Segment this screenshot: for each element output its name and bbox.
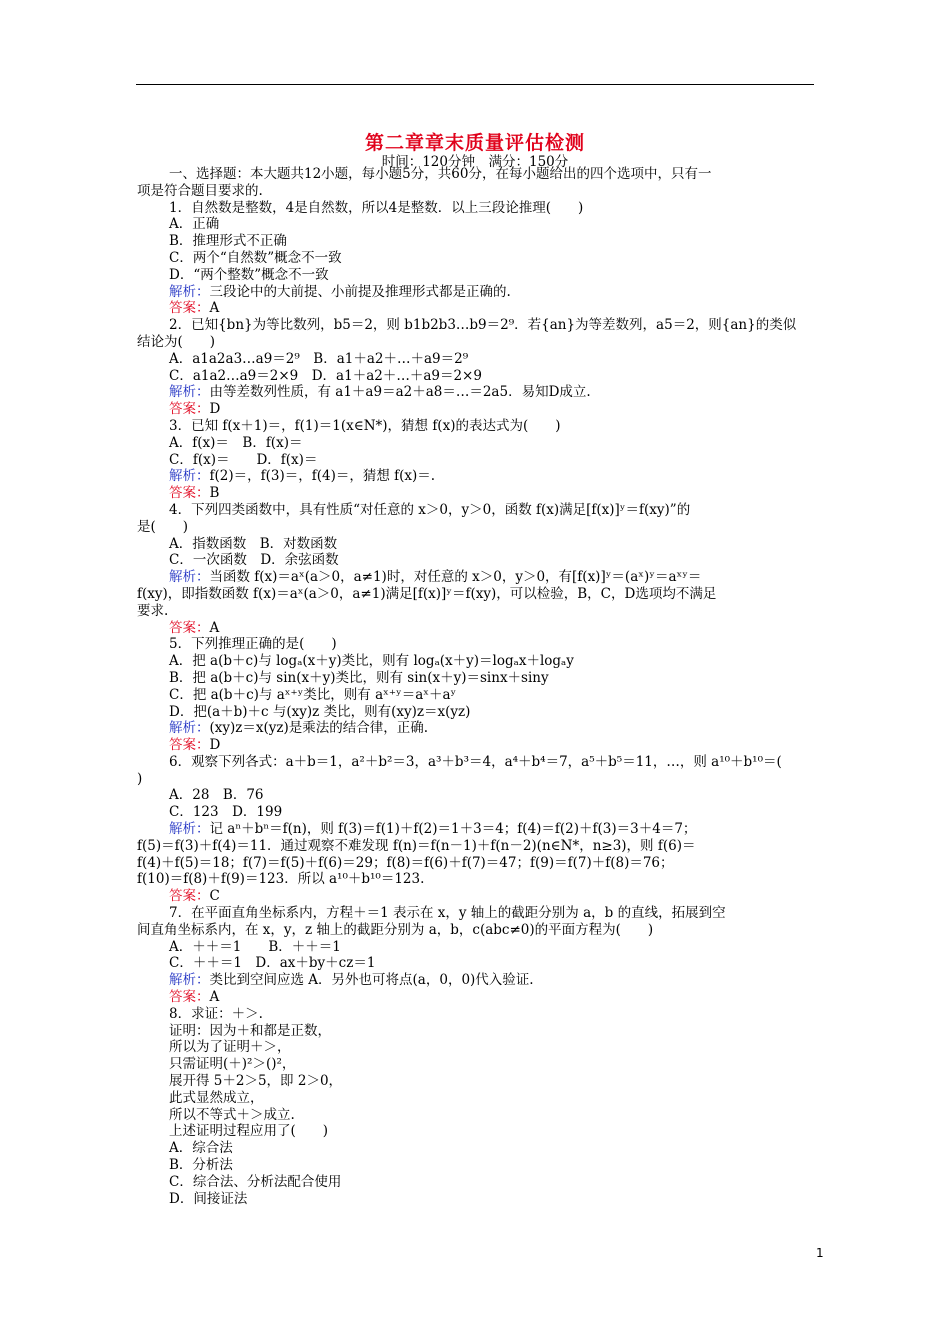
answer-label: 答案： [169,989,210,1006]
document-line [137,838,817,855]
line-text: A [209,619,220,636]
document-line [137,586,817,603]
line-text: 三段论中的大前提、小前提及推理形式都是正确的. [209,283,511,300]
line-text: 类比到空间应选 A．另外也可将点(a，0，0)代入验证. [209,972,534,989]
document-line [137,519,817,536]
line-text: C．a1a2…a9＝2×9 D．a1＋a2＋…＋a9＝2×9 [169,367,482,384]
page-title: 第二章章末质量评估检测 [364,132,585,154]
document-line [137,905,817,922]
line-text: 3．已知 f(x＋1)＝，f(1)＝1(x∈N*)，猜想 f(x)的表达式为( ) [169,417,561,434]
document-line [137,636,817,653]
page-number: 1 [816,1246,824,1260]
line-text: A．a1a2a3…a9＝2⁹ B．a1＋a2＋…＋a9＝2⁹ [169,350,469,367]
document-line [137,166,817,183]
document-line [137,1107,817,1124]
document-line [137,1123,817,1140]
line-text: B．分析法 [169,1157,233,1174]
answer-label: 答案： [169,737,210,754]
analysis-label: 解析： [169,821,210,838]
document-line [137,552,817,569]
line-text: C．123 D．199 [169,804,283,821]
line-text: C．一次函数 D．余弦函数 [169,552,339,569]
line-text: B．推理形式不正确 [169,233,287,250]
line-text: 所以不等式＋＞成立. [169,1106,295,1123]
document-line [137,485,817,502]
line-text: 由等差数列性质，有 a1＋a9＝a2＋a8＝…＝2a5．易知D成立. [209,384,591,401]
document-line [137,972,817,989]
document-line [137,754,817,771]
document-line [137,1090,817,1107]
line-text: A．f(x)＝ B．f(x)＝ [169,434,303,451]
line-text: D．间接证法 [169,1190,248,1207]
line-text: 项是符合题目要求的. [137,182,263,199]
line-text: f(5)＝f(3)＋f(4)＝11．通过观察不难发现 f(n)＝f(n－1)＋f(n－2)(n∈N*，n≥3)，则 f(6)＝ [137,837,696,854]
document-line [137,620,817,637]
document-line [137,989,817,1006]
header-rule [136,84,814,85]
document-line [137,502,817,519]
line-text: 间直角坐标系内，在 x，y，z 轴上的截距分别为 a，b，c(abc≠0)的平面方程为( ) [137,921,654,938]
analysis-label: 解析： [169,972,210,989]
document-line [137,1039,817,1056]
line-text: D [209,737,221,754]
line-text: 4．下列四类函数中，具有性质“对任意的 x＞0，y＞0，函数 f(x)满足[f(x)]ʸ＝f(xy)”的 [169,501,691,518]
document-line [137,737,817,754]
document-line [137,804,817,821]
document-line [137,401,817,418]
line-text: 1．自然数是整数，4是自然数，所以4是整数．以上三段论推理( ) [169,199,584,216]
line-text: 一、选择题：本大题共12小题，每小题5分，共60分，在每小题给出的四个选项中，只有一 [169,166,712,182]
document-line [137,536,817,553]
line-text: A．正确 [169,216,220,233]
line-text: C．综合法、分析法配合使用 [169,1173,342,1190]
line-text: (xy)z＝x(yz)是乘法的结合律，正确. [209,720,429,737]
document-line [137,888,817,905]
line-text: 所以为了证明＋＞， [169,1039,291,1056]
document-line [137,704,817,721]
line-text: A [209,300,220,317]
document-line [137,368,817,385]
answer-label: 答案： [169,401,210,418]
line-text: C．两个“自然数”概念不一致 [169,249,342,266]
document-line [137,1174,817,1191]
document-line [137,653,817,670]
line-text: A．28 B．76 [169,787,264,804]
document-line [137,670,817,687]
document-line [137,771,817,788]
line-text: C．f(x)＝ D．f(x)＝ [169,451,318,468]
document-line [137,233,817,250]
answer-label: 答案： [169,888,210,905]
document-line [137,351,817,368]
exam-subtitle: 时间：120分钟 满分：150分 [381,154,569,170]
line-text: 5．下列推理正确的是( ) [169,636,337,653]
answer-label: 答案： [169,300,210,317]
line-text: C．＋＋＝1 D．ax＋by＋cz＝1 [169,955,376,972]
document-line [137,300,817,317]
line-text: 只需证明(＋)²＞()²， [169,1056,296,1073]
line-text: f(xy)，即指数函数 f(x)＝aˣ(a＞0，a≠1)满足[f(x)]ʸ＝f(xy)，可以检验，B，C，D选项均不满足 [137,585,717,602]
document-line [137,569,817,586]
document-line [137,1140,817,1157]
line-text: D．“两个整数”概念不一致 [169,266,329,283]
analysis-label: 解析： [169,468,210,485]
document-line [137,250,817,267]
document-line [137,334,817,351]
line-text: 证明：因为＋和都是正数， [169,1022,331,1039]
line-text: 当函数 f(x)＝aˣ(a＞0，a≠1)时，对任意的 x＞0，y＞0，有[f(x)]ʸ＝(aˣ)ʸ＝aˣʸ＝ [209,569,702,586]
line-text: A．＋＋＝1 B．＋＋＝1 [169,938,341,955]
document-line [137,603,817,620]
document-line [137,955,817,972]
document-line [137,317,817,334]
document-line [137,922,817,939]
document-line [137,183,817,200]
line-text: 结论为( ) [137,333,216,350]
document-line [137,216,817,233]
document-line [137,1157,817,1174]
line-text: 是( ) [137,518,189,535]
line-text: 上述证明过程应用了( ) [169,1123,329,1140]
document-line [137,267,817,284]
document-line [137,855,817,872]
document-line [137,939,817,956]
document-line [137,468,817,485]
document-line [137,1191,817,1208]
line-text: 6．观察下列各式：a＋b＝1，a²＋b²＝3，a³＋b³＝4，a⁴＋b⁴＝7，a⁵＋b⁵＝11，…，则 a¹⁰＋b¹⁰＝( [169,753,782,770]
document-line [137,1056,817,1073]
line-text: f(10)＝f(8)＋f(9)＝123．所以 a¹⁰＋b¹⁰＝123. [137,871,425,888]
document-line [137,384,817,401]
document-line [137,200,817,217]
line-text: B [209,485,220,502]
line-text: 8．求证：＋＞. [169,1005,263,1022]
document-line [137,1023,817,1040]
answer-label: 答案： [169,485,210,502]
document-line [137,687,817,704]
line-text: A．指数函数 B．对数函数 [169,535,338,552]
line-text: C．把 a(b＋c)与 aˣ⁺ʸ类比，则有 aˣ⁺ʸ＝aˣ＋aʸ [169,686,457,703]
line-text: A [209,989,220,1006]
document-line [137,720,817,737]
document-line [137,452,817,469]
line-text: f(2)＝，f(3)＝，f(4)＝，猜想 f(x)＝. [209,468,436,485]
document-line [137,871,817,888]
document-line [137,787,817,804]
analysis-label: 解析： [169,569,210,586]
document-line [137,1006,817,1023]
line-text: 此式显然成立， [169,1089,264,1106]
line-text: 要求. [137,602,169,619]
line-text: D．把(a＋b)＋c 与(xy)z 类比，则有(xy)z＝x(yz) [169,703,471,720]
line-text: B．把 a(b＋c)与 sin(x＋y)类比，则有 sin(x＋y)＝sinx＋siny [169,669,549,686]
line-text: 展开得 5＋2＞5，即 2＞0， [169,1073,343,1090]
document-line [137,418,817,435]
line-text: 记 aⁿ＋bⁿ＝f(n)，则 f(3)＝f(1)＋f(2)＝1＋3＝4；f(4)＝f(2)＋f(3)＝3＋4＝7； [209,821,697,838]
document-line [137,435,817,452]
line-text: C [209,888,220,905]
line-text: A．把 a(b＋c)与 logₐ(x＋y)类比，则有 logₐ(x＋y)＝logₐx＋logₐy [169,653,574,670]
line-text: ) [137,770,143,787]
line-text: 7．在平面直角坐标系内，方程＋＝1 表示在 x，y 轴上的截距分别为 a，b 的直线，拓展到空 [169,905,726,922]
document-line [137,821,817,838]
line-text: 2．已知{bn}为等比数列，b5＝2，则 b1b2b3…b9＝2⁹．若{an}为等差数列，a5＝2，则{an}的类似 [169,317,797,334]
document-line [137,1073,817,1090]
line-text: A．综合法 [169,1140,233,1157]
line-text: D [209,401,221,418]
line-text: f(4)＋f(5)＝18；f(7)＝f(5)＋f(6)＝29；f(8)＝f(6)＋f(7)＝47；f(9)＝f(7)＋f(8)＝76； [137,854,674,871]
analysis-label: 解析： [169,283,210,300]
analysis-label: 解析： [169,720,210,737]
answer-label: 答案： [169,619,210,636]
analysis-label: 解析： [169,384,210,401]
document-body [137,166,817,1207]
document-line [137,284,817,301]
